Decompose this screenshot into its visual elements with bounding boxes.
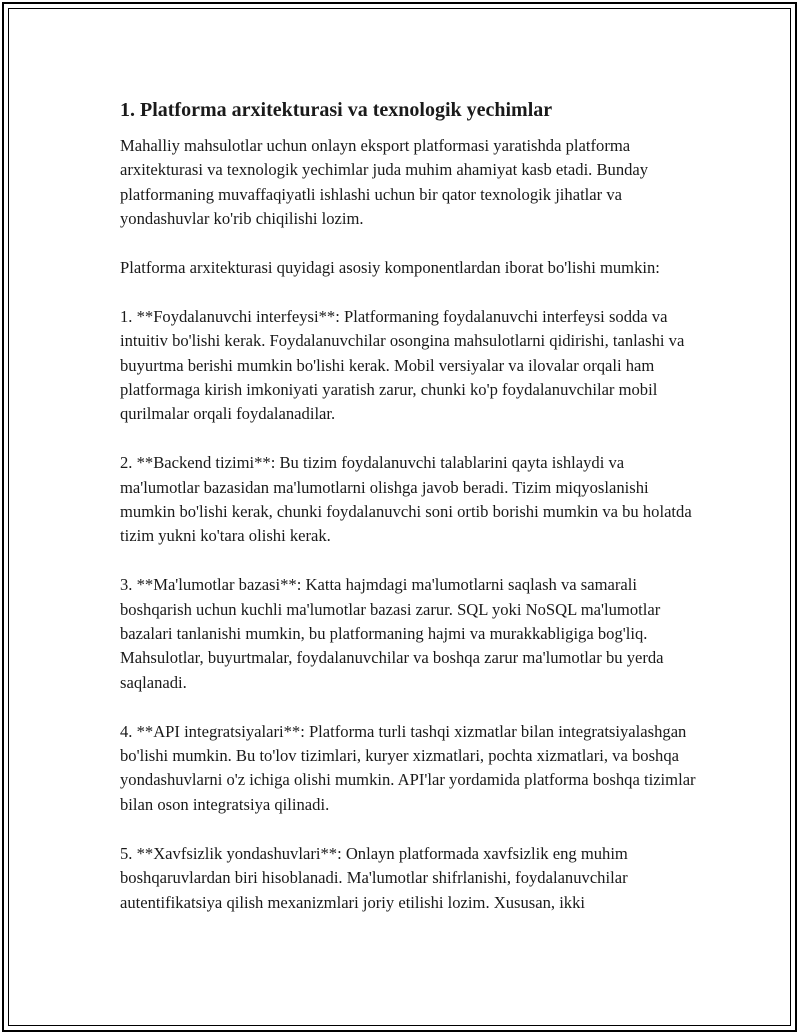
paragraph-backend: 2. **Backend tizimi**: Bu tizim foydalanuvchi talablarini qayta ishlaydi va ma'lumotlar bazasidan ma'lumotlarni olishga javob beradi. Tizim miqyoslanishi mumkin bo'lishi kerak, chunki foydalanuvchi soni ortib borishi mumkin va bu holatda tizim yukni ko'tara olishi kerak. [120,453,692,546]
paragraph-user-interface: 1. **Foydalanuvchi interfeysi**: Platformaning foydalanuvchi interfeysi sodda va intuitiv bo'lishi kerak. Foydalanuvchilar osongina mahsulotlarni qidirishi, tanlashi va buyurtma berishi mumkin bo'lishi kerak. Mobil versiyalar va ilovalar orqali ham platformaga kirish imkoniyati yaratish zarur, chunki ko'p foydalanuvchilar mobil qurilmalar orqali foydalanadilar. [120,306,685,424]
paragraph-components-lead: Platforma arxitekturasi quyidagi asosiy komponentlardan iborat bo'lishi mumkin: [120,258,660,278]
paragraph-security: 5. **Xavfsizlik yondashuvlari**: Onlayn platformada xavfsizlik eng muhim boshqaruvlardan biri hisoblanadi. Ma'lumotlar shifrlanishi, foydalanuvchilar autentifikatsiya qilish mexanizmlari joriy etilishi lozim. Xususan, ikki [120,843,628,912]
paragraph-intro: Mahalliy mahsulotlar uchun onlayn eksport platformasi yaratishda platforma arxitekturasi va texnologik yechimlar juda muhim ahamiyat kasb etadi. Bunday platformaning muvaffaqiyatli ishlashi uchun bir qator texnologik jihatlar va yondashuvlar ko'rib chiqilishi lozim. [120,136,649,229]
paragraph-api: 4. **API integratsiyalari**: Platforma turli tashqi xizmatlar bilan integratsiyalashgan bo'lishi mumkin. Bu to'lov tizimlari, kuryer xizmatlari, pochta xizmatlari, va boshqa yondashuvlarni o'z ichiga olishi mumkin. API'lar yordamida platforma boshqa tizimlar bilan oson integratsiya qilinadi. [120,721,696,814]
paragraph-database: 3. **Ma'lumotlar bazasi**: Katta hajmdagi ma'lumotlarni saqlash va samarali boshqarish uchun kuchli ma'lumotlar bazasi zarur. SQL yoki NoSQL ma'lumotlar bazalari tanlanishi mumkin, bu platformaning hajmi va murakkabligiga bog'liq. Mahsulotlar, buyurtmalar, foydalanuvchilar va boshqa zarur ma'lumotlar bu yerda saqlanadi. [120,575,664,692]
document-content [120,96,700,939]
document-page [2,2,797,1032]
section-heading: 1. Platforma arxitekturasi va texnologik yechimlar [120,99,553,121]
